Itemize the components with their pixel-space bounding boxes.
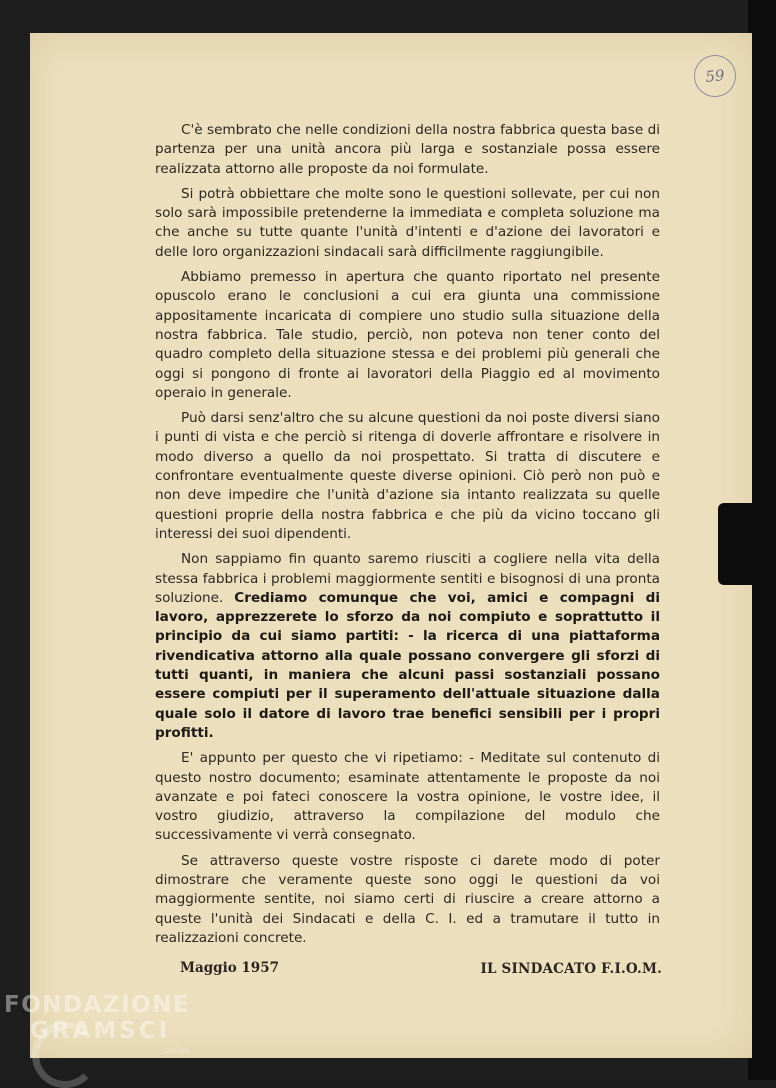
- watermark-line2: GRAMSCI: [30, 1018, 171, 1044]
- paragraph-6: E' appunto per questo che vi ripetiamo: - Meditate sul contenuto di questo nostro documento; esaminate attentamente le proposte da noi avanzate e poi fateci conoscere la vostra opinione, le vostre idee, il vostro giudizio, attraverso la compilazione del modulo che successivamente vi verrà consegnato.: [155, 750, 660, 844]
- scanner-edge: [748, 0, 776, 1080]
- paragraph-7: Se attraverso queste vostre risposte ci darete modo di poter dimostrare che veramente queste sono oggi le questioni da voi maggiormente sentite, noi siamo certi di riuscire a creare attorno a queste l'unità dei Sindacati e della C. I. ed a tramutare il tutto in realizzazioni concrete.: [155, 852, 660, 946]
- watermark-small: onlus: [164, 1046, 191, 1056]
- paragraph-5-text: Non sappiamo fin quanto saremo riusciti a cogliere nella vita della stessa fabbrica i problemi maggiormente sentiti e bisognosi di una pronta soluzione.: [155, 551, 660, 606]
- watermark-line1: FONDAZIONE: [4, 992, 191, 1018]
- paragraph-4: Può darsi senz'altro che su alcune questioni da noi poste diversi siano i punti di vista e che perciò si ritenga di doverle affrontare e risolvere in modo diverso a quello da noi prospettato. Si tratta di discutere e confrontare eventualmente queste diverse opinioni. Ciò però non può e non deve impedire che l'unità d'azione sia intanto realizzata su quelle questioni proprie della nostra fabbrica e che più da vicino toccano gli interessi dei suoi dipendenti.: [155, 410, 660, 542]
- watermark-logo: [4, 992, 191, 1056]
- page-notch: [718, 503, 752, 585]
- paragraph-1: C'è sembrato che nelle condizioni della nostra fabbrica questa base di partenza per una unità ancora più larga e sostanziale possa essere realizzata attorno alle proposte da noi formulate.: [155, 122, 660, 177]
- paragraph-5: [155, 550, 660, 743]
- watermark-ring-icon: [32, 1022, 98, 1088]
- paragraph-2: Si potrà obbiettare che molte sono le questioni sollevate, per cui non solo sarà impossibile pretenderne la immediata e completa soluzione ma che anche su tutte quante l'unità d'intenti e d'azione dei lavoratori e delle loro organizzazioni sindacali sarà difficilmente raggiungibile.: [155, 185, 660, 260]
- folio-number: 59: [692, 53, 738, 99]
- signature-date: Maggio 1957: [180, 960, 279, 976]
- document-body: [155, 121, 660, 954]
- paragraph-5-bold-text: Crediamo comunque che voi, amici e compagni di lavoro, apprezzerete lo sforzo da noi compiuto e soprattutto il principio da cui siamo partiti: - la ricerca di una piattaforma rivendicativa attorno alla quale possano convergere gli sforzi di tutti quanti, in maniera che alcuni passi sostanziali possano essere compiuti per il superamento dell'attuale situazione dalla quale solo il datore di lavoro trae benefici sensibili per i propri profitti.: [155, 589, 660, 741]
- signature-organization: IL SINDACATO F.I.O.M.: [480, 961, 662, 977]
- paragraph-3: Abbiamo premesso in apertura che quanto riportato nel presente opuscolo erano le conclusioni a cui era giunta una commissione appositamente incaricata di compiere uno studio sulla situazione della nostra fabbrica. Tale studio, perciò, non poteva non tener conto del quadro completo della situazione stessa e dei problemi più generali che oggi si pongono di fronte ai lavoratori della Piaggio ed al movimento operaio in generale.: [155, 269, 660, 401]
